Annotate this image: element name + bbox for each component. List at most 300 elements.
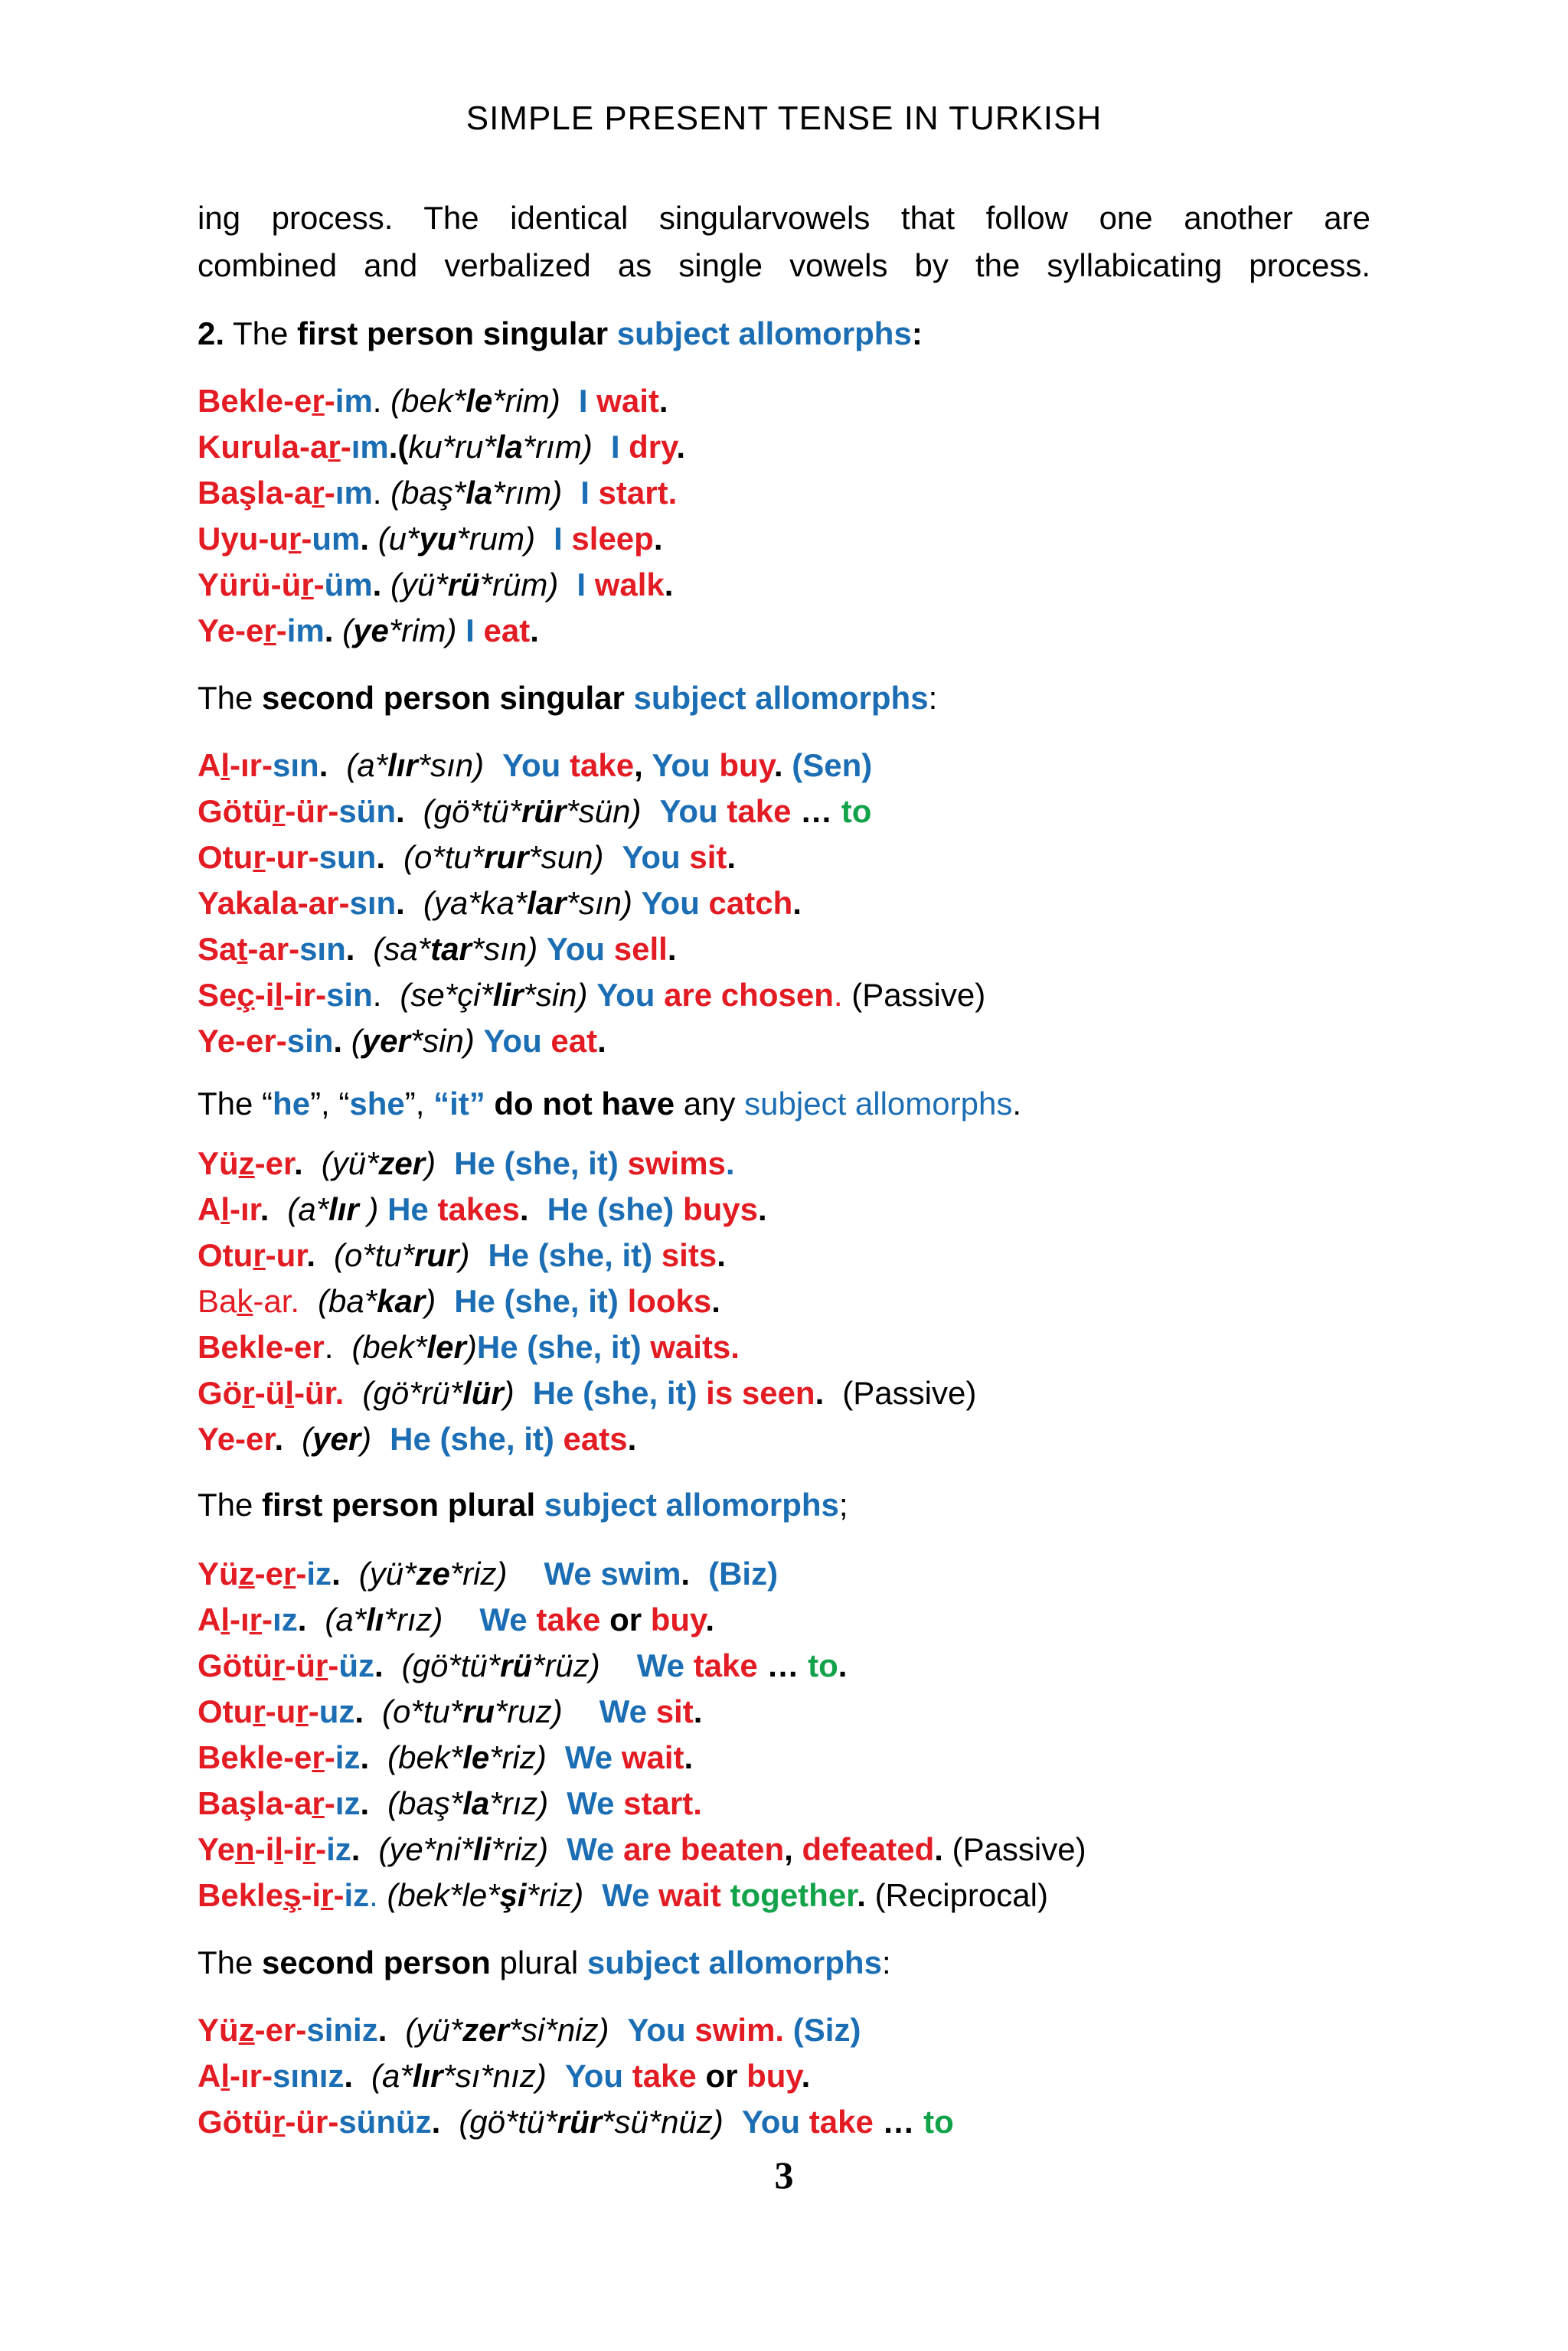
text-span: iz <box>306 1556 332 1592</box>
text-span: catch <box>708 885 793 921</box>
text-span: rü <box>447 567 480 602</box>
text-span: (ya*ka* <box>423 885 528 921</box>
text-span: l <box>274 1831 284 1867</box>
text-span: -ur- <box>265 839 319 875</box>
text-span: Ye-er- <box>198 1023 287 1059</box>
text-span: -ü <box>285 1647 315 1683</box>
text-span: lür <box>462 1375 504 1411</box>
text-span: start <box>623 1785 694 1821</box>
text-span: sit <box>655 1693 694 1729</box>
text-span: I <box>610 429 620 465</box>
section-heading-third-singular <box>198 1081 1021 1127</box>
text-span: ru <box>462 1693 495 1729</box>
text-span: do not have <box>494 1086 675 1122</box>
text-span: ler <box>426 1329 466 1365</box>
text-span: - <box>324 1739 335 1775</box>
text-span: kar <box>377 1283 426 1319</box>
text-span: yu <box>419 521 457 557</box>
text-span: We <box>564 1739 613 1775</box>
text-span: wait <box>658 1877 721 1913</box>
text-span: z <box>238 1145 255 1181</box>
example-row <box>198 926 676 972</box>
text-span: eats <box>563 1421 628 1457</box>
text-span: r <box>242 1375 255 1411</box>
text-span: rür <box>557 2104 603 2140</box>
text-span: Yü <box>198 2012 239 2048</box>
text-span: . <box>627 1421 637 1457</box>
text-span: start <box>598 475 668 511</box>
example-row <box>198 1018 606 1064</box>
text-span: . <box>727 839 737 875</box>
text-span: (bek*le* <box>387 1877 500 1913</box>
example-row <box>198 1781 702 1827</box>
text-span: *rım) <box>492 475 563 511</box>
text-span: *sın) <box>417 747 485 783</box>
text-span: . <box>372 567 382 602</box>
text-span: . <box>730 1329 740 1365</box>
example-row <box>198 1370 976 1416</box>
text-span: ) <box>358 1191 379 1227</box>
text-span: *rız) <box>489 1785 549 1821</box>
text-span: . <box>681 1556 691 1592</box>
text-span: um <box>312 521 361 557</box>
text-span: buy <box>746 2058 802 2094</box>
text-span: *sü*nüz) <box>602 2104 724 2140</box>
text-span: . <box>374 1647 384 1683</box>
text-span: sünüz <box>338 2104 432 2140</box>
text-span: ) <box>459 1237 470 1273</box>
text-span: rur <box>414 1237 459 1273</box>
text-span: dry <box>629 429 677 465</box>
text-span: I <box>580 475 590 511</box>
section-heading-first-singular <box>198 311 923 357</box>
text-span: A <box>198 747 221 783</box>
text-span: ) <box>425 1145 436 1181</box>
text-span: *sın) <box>471 931 538 967</box>
text-span: I <box>577 567 586 602</box>
text-span: im <box>335 383 373 419</box>
text-span: r <box>312 1739 325 1775</box>
example-row <box>198 424 685 470</box>
text-span: rur <box>484 839 529 875</box>
text-span: : <box>928 680 938 716</box>
text-span: subject allomorphs <box>744 1086 1013 1122</box>
text-span: . <box>934 1831 943 1867</box>
text-span: z <box>238 2012 255 2048</box>
text-span: . <box>658 383 668 419</box>
page-number: 3 <box>774 2153 794 2196</box>
text-span: *rız) <box>384 1602 443 1638</box>
text-span: . <box>530 612 539 648</box>
text-span: *sün) <box>566 793 642 829</box>
text-span: second person singular <box>262 680 625 716</box>
text-span: -ür- <box>285 2104 339 2140</box>
text-span: Bekle-er <box>198 1329 325 1365</box>
text-span: *sin) <box>410 1023 475 1059</box>
text-span: . <box>372 475 382 511</box>
text-span: üm <box>324 567 373 602</box>
text-span: . <box>360 1785 370 1821</box>
text-span: (gö*tü* <box>423 793 522 829</box>
text-span: ye <box>353 612 389 648</box>
text-span: sin <box>286 1023 334 1059</box>
text-span: r <box>253 839 266 875</box>
text-span: la <box>495 429 523 465</box>
text-span: Ye-er <box>198 1421 275 1457</box>
text-span: (yü* <box>358 1556 416 1592</box>
text-span: (u* <box>369 521 420 557</box>
text-span: . <box>857 1877 866 1913</box>
text-span: … <box>766 1647 799 1683</box>
text-span: , <box>784 1831 793 1867</box>
text-span: . <box>773 747 783 783</box>
text-span: ız <box>273 1602 298 1638</box>
text-span: He (she, it) <box>476 1329 642 1365</box>
text-span: -er- <box>254 2012 307 2048</box>
text-span: A <box>198 1602 221 1638</box>
text-span: Se <box>198 977 237 1013</box>
text-span: We <box>636 1647 685 1683</box>
text-span: şi <box>499 1877 527 1913</box>
text-span: - <box>333 1877 345 1913</box>
text-span: -ir- <box>283 977 327 1013</box>
text-span: siniz <box>306 2012 378 2048</box>
text-span: ; <box>838 1487 848 1523</box>
text-span: (Siz) <box>792 2012 861 2048</box>
text-span: take <box>536 1602 601 1638</box>
text-span: l <box>274 977 284 1013</box>
text-span: l <box>220 1602 230 1638</box>
text-span: sun <box>318 839 377 875</box>
text-span: , <box>634 747 643 783</box>
text-span: ım <box>351 429 389 465</box>
text-span: ım <box>335 475 373 511</box>
text-span: . <box>815 1375 825 1411</box>
text-span: sin <box>326 977 373 1013</box>
text-span: r <box>272 1647 286 1683</box>
text-span: la <box>462 1785 490 1821</box>
text-span: The <box>232 315 289 351</box>
text-span: r <box>296 1693 309 1729</box>
text-span: subject allomorphs <box>586 1944 882 1980</box>
text-span: . <box>833 977 843 1013</box>
text-span: ız <box>335 1785 361 1821</box>
text-span: plural <box>499 1944 579 1980</box>
text-span: (bek* <box>387 1739 463 1775</box>
text-span: iz <box>326 1831 351 1867</box>
text-span: . <box>705 1602 714 1638</box>
text-span: . <box>324 612 334 648</box>
text-span: . <box>376 839 385 875</box>
text-span: take <box>727 793 792 829</box>
text-span: He (she, it) <box>390 1421 554 1457</box>
example-row <box>198 1187 767 1233</box>
text-span: - <box>276 612 287 648</box>
example-row <box>198 880 802 926</box>
text-span: You <box>659 793 718 829</box>
text-span: subject allomorphs <box>616 315 912 351</box>
text-span: . <box>717 1237 726 1273</box>
text-span: . <box>345 931 355 967</box>
text-span: . <box>294 1145 303 1181</box>
text-span: . <box>324 1329 334 1365</box>
text-span: (Passive) <box>842 1375 977 1411</box>
example-row <box>198 789 871 834</box>
text-span: ) <box>361 1421 372 1457</box>
text-span: sın <box>349 885 397 921</box>
text-span: . <box>684 1739 694 1775</box>
text-span: : <box>881 1944 891 1980</box>
text-span: wait <box>621 1739 684 1775</box>
text-span: subject allomorphs <box>633 680 929 716</box>
text-span: Sa <box>198 931 237 967</box>
text-span: r <box>253 1237 266 1273</box>
text-span: Yü <box>198 1556 239 1592</box>
text-span: ”, “ <box>310 1086 350 1122</box>
text-span: is seen <box>706 1375 815 1411</box>
text-span: . <box>318 747 328 783</box>
text-span: lır <box>412 2058 443 2094</box>
text-span: to <box>923 2104 954 2140</box>
text-span: (gö*tü* <box>401 1647 501 1683</box>
text-span: (bek* <box>351 1329 427 1365</box>
text-span: swims <box>627 1145 726 1181</box>
example-row <box>198 1233 726 1278</box>
text-span: : <box>911 315 923 351</box>
text-span: sleep <box>571 521 654 557</box>
text-span: -u <box>265 1693 296 1729</box>
text-span: le <box>466 383 493 419</box>
text-span: . <box>519 1191 529 1227</box>
text-span: iz <box>335 1739 361 1775</box>
text-span: (yü* <box>321 1145 379 1181</box>
text-span: lı <box>366 1602 384 1638</box>
text-span: . <box>333 1023 343 1059</box>
example-row <box>198 834 736 880</box>
text-span: lır <box>387 747 418 783</box>
text-span: ze <box>416 1556 450 1592</box>
text-span: to <box>808 1647 838 1683</box>
text-span: take <box>570 747 635 783</box>
text-span: r <box>312 1785 325 1821</box>
text-span: yer <box>361 1023 410 1059</box>
running-header: SIMPLE PRESENT TENSE IN TURKISH <box>466 100 1102 137</box>
text-span: -er <box>254 1145 295 1181</box>
text-span: or <box>609 1602 642 1638</box>
text-span: *sı*nız) <box>443 2058 547 2094</box>
example-row <box>198 1416 636 1462</box>
text-span: uz <box>318 1693 355 1729</box>
example-row <box>198 1278 720 1324</box>
text-span: *rüz) <box>532 1647 600 1683</box>
text-span: Ba <box>198 1283 237 1319</box>
example-row <box>198 972 985 1018</box>
text-span: (a* <box>325 1602 367 1638</box>
text-span: *riz) <box>489 1739 547 1775</box>
text-span: rü <box>500 1647 533 1683</box>
text-span: zer <box>462 2012 509 2048</box>
text-span: (ba* <box>318 1283 377 1319</box>
text-span: *rim) <box>492 383 560 419</box>
text-span: . <box>693 1785 702 1821</box>
example-row <box>198 562 673 608</box>
text-span: r <box>283 1556 296 1592</box>
text-span: *riz) <box>526 1877 584 1913</box>
text-span: We <box>479 1602 528 1638</box>
text-span: *sun) <box>528 839 604 875</box>
text-span: *riz) <box>449 1556 508 1592</box>
text-span: -ır- <box>230 747 273 783</box>
text-span: Götü <box>198 2104 273 2140</box>
text-span: li <box>473 1831 492 1867</box>
text-span: (gö*tü* <box>459 2104 557 2140</box>
text-span: You <box>564 2058 624 2094</box>
text-span: -e <box>254 1556 284 1592</box>
text-span: -i <box>254 1831 275 1867</box>
text-span: The <box>198 680 253 716</box>
text-span: “it” <box>433 1086 485 1122</box>
text-span: - <box>328 1647 339 1683</box>
text-span: l <box>285 1375 295 1411</box>
text-span: Otu <box>198 1237 253 1273</box>
example-row <box>198 743 872 789</box>
text-span: sın <box>299 931 346 967</box>
text-span: You <box>596 977 655 1013</box>
text-span: wait <box>596 383 659 419</box>
text-span: . <box>693 1693 703 1729</box>
text-span: . <box>395 793 405 829</box>
text-span: second person <box>262 1944 491 1980</box>
text-span: t <box>237 931 248 967</box>
text-span: . <box>360 521 370 557</box>
text-span: .( <box>388 429 409 465</box>
text-span: -i <box>301 1877 322 1913</box>
text-span: first person plural <box>262 1487 536 1523</box>
text-span: . <box>354 1693 364 1729</box>
text-span: - <box>324 475 335 511</box>
text-span: 2. <box>198 315 225 351</box>
text-span: Uyu-u <box>198 521 289 557</box>
text-span: . <box>801 2058 811 2094</box>
text-span: Götü <box>198 793 273 829</box>
text-span: swim <box>600 1556 681 1592</box>
text-span: rür <box>521 793 567 829</box>
text-span: . <box>1012 1086 1021 1122</box>
text-span: “ <box>262 1086 273 1122</box>
text-span: We <box>544 1556 592 1592</box>
text-span: You <box>641 885 700 921</box>
text-span: - <box>324 1785 335 1821</box>
text-span: . <box>668 475 678 511</box>
text-span: r <box>302 1831 316 1867</box>
text-span: sın <box>273 747 319 783</box>
text-span: . <box>664 567 674 602</box>
text-span: takes <box>437 1191 520 1227</box>
text-span: I <box>554 521 563 557</box>
text-span: la <box>466 475 493 511</box>
text-span: (Reciprocal) <box>874 1877 1048 1913</box>
text-span: Ye-e <box>198 612 264 648</box>
text-span: . <box>344 2058 354 2094</box>
text-span: You <box>741 2104 801 2140</box>
text-span: buys <box>682 1191 758 1227</box>
text-span: or <box>705 2058 738 2094</box>
text-span: -ar. <box>253 1283 300 1319</box>
text-span: ( <box>333 612 354 648</box>
text-span: sell <box>613 931 668 967</box>
text-span: ku*ru* <box>408 429 496 465</box>
text-span: *si*niz) <box>508 2012 609 2048</box>
text-span: (a* <box>371 2058 413 2094</box>
text-span: looks <box>627 1283 712 1319</box>
text-span: . <box>597 1023 606 1059</box>
text-span: . <box>306 1237 316 1273</box>
text-span: lır <box>328 1191 359 1227</box>
text-span: defeated <box>802 1831 935 1867</box>
example-row <box>198 1689 702 1735</box>
example-row <box>198 1324 740 1370</box>
text-span: ”, <box>404 1086 425 1122</box>
text-span: Otu <box>198 839 253 875</box>
text-span: eat <box>550 1023 598 1059</box>
section-heading-second-singular <box>198 675 937 721</box>
text-span: (gö*rü* <box>362 1375 463 1411</box>
text-span: . <box>653 521 663 557</box>
text-span: … <box>800 793 833 829</box>
text-span: r <box>272 2104 286 2140</box>
text-span: -ür. <box>294 1375 345 1411</box>
text-span: r <box>272 793 286 829</box>
text-span: *rüm) <box>479 567 559 602</box>
text-span: to <box>841 793 872 829</box>
text-span: -ü <box>254 1375 286 1411</box>
text-span: You <box>652 747 710 783</box>
text-span: - <box>324 383 335 419</box>
text-span: . <box>297 1602 307 1638</box>
text-span: You <box>546 931 606 967</box>
example-row <box>198 1643 847 1689</box>
text-span: You <box>622 839 681 875</box>
text-span: He (she, it) <box>454 1283 619 1319</box>
text-span: (se*çi* <box>400 977 493 1013</box>
text-span: (sa* <box>373 931 431 967</box>
text-span: Yü <box>198 1145 239 1181</box>
text-span: *riz) <box>491 1831 549 1867</box>
text-span: A <box>198 1191 221 1227</box>
text-span: im <box>286 612 325 648</box>
text-span: take <box>693 1647 758 1683</box>
text-span: (bek* <box>381 383 466 419</box>
text-span: (yü* <box>381 567 448 602</box>
text-span: Götü <box>198 1647 273 1683</box>
text-span: r <box>321 1877 334 1913</box>
text-span: He <box>387 1191 429 1227</box>
text-span: (o*tu* <box>382 1693 463 1729</box>
text-span: . <box>757 1191 767 1227</box>
text-span: Kurula-a <box>198 429 328 465</box>
text-span: (baş* <box>381 475 466 511</box>
text-span: lir <box>492 977 524 1013</box>
text-span: We <box>567 1831 615 1867</box>
text-span: . <box>372 977 382 1013</box>
example-row <box>198 1735 693 1781</box>
text-span: Ye <box>198 1831 236 1867</box>
text-span: . <box>725 1145 735 1181</box>
example-row <box>198 2099 954 2145</box>
text-span: . <box>838 1647 848 1683</box>
text-span: - <box>315 1831 327 1867</box>
section-heading-first-plural <box>198 1482 848 1528</box>
